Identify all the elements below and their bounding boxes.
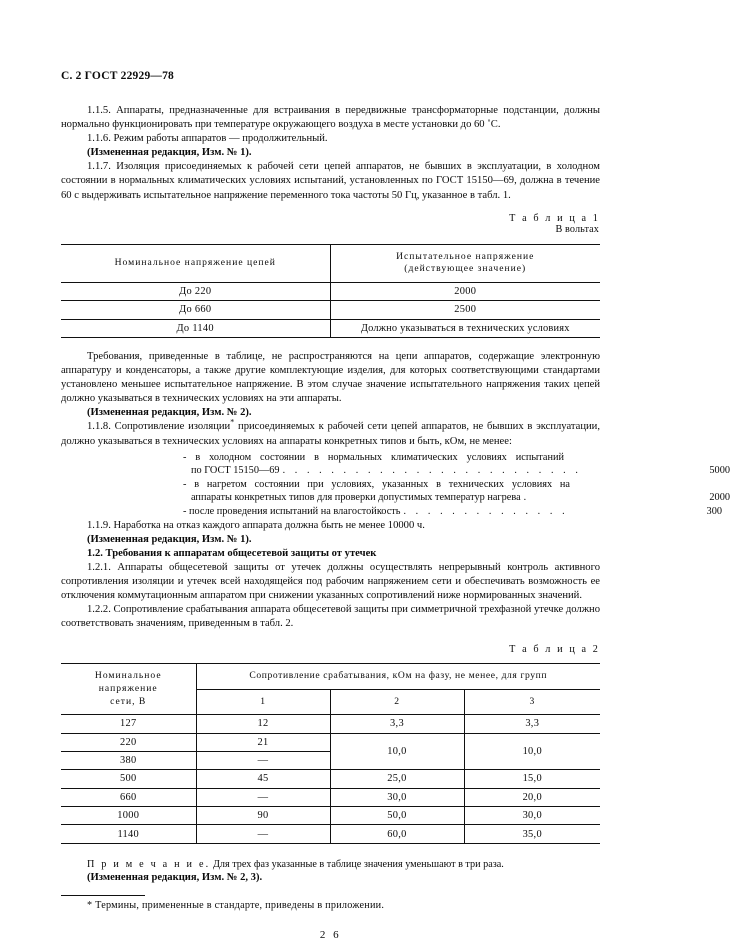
table2-cell-g1: 21 xyxy=(196,733,330,751)
table2-note xyxy=(61,858,600,872)
table2-note-label: П р и м е ч а н и е. xyxy=(87,858,211,870)
table-row xyxy=(61,825,600,843)
list-item-2-text: - после проведения испытаний на влагостойкость xyxy=(183,506,401,517)
table2-cell-g2: 50,0 xyxy=(330,807,464,825)
section-heading-1-2: 1.2. Требования к аппаратам общесетевой защиты от утечек xyxy=(87,547,377,559)
table2-cell-g1: 90 xyxy=(196,807,330,825)
table1-cell-test: 2000 xyxy=(330,282,600,300)
table2-cell-g1: 12 xyxy=(196,715,330,733)
table-trip-resistance xyxy=(61,663,600,843)
dot-leader: . xyxy=(523,492,530,504)
paragraph-1-1-8-text-b: присоединяемых к рабочей сети цепей аппаратов, не бывших в эксплуатации, должно указываться в технических условиях на аппараты конкретных типов и быть, кОм, не менее: xyxy=(61,421,601,447)
table-row xyxy=(61,319,600,337)
table1-cell-voltage: До 660 xyxy=(61,301,330,319)
paragraph-1-2-1: 1.2.1. Аппараты общесетевой защиты от утечек должны осуществлять непрерывный контроль активного сопротивления изоляции и утечек всей находящейся под рабочим напряжением сети и обеспечивать возможность ее отключения коммутационным аппаратом при снижении указанных сопротивлений ниже нормированных значений. xyxy=(61,561,600,602)
paragraph-1-1-8 xyxy=(61,417,601,448)
table2-header-net-voltage-line2: сети, В xyxy=(110,695,147,707)
table2-cell-g3: 3,3 xyxy=(464,715,600,733)
revision-note-2: (Измененная редакция, Изм. № 2). xyxy=(87,407,252,419)
table2-header-group-3: 3 xyxy=(464,689,600,714)
table2-cell-g1: — xyxy=(196,788,330,806)
table2-caption: Т а б л и ц а 2 xyxy=(509,644,600,656)
list-item-0-line1: - в холодном состоянии в нормальных климатических условиях испытаний xyxy=(183,451,564,463)
footnote-rule xyxy=(61,895,145,896)
table2-cell-g3: 20,0 xyxy=(464,788,600,806)
revision-note-4: (Измененная редакция, Изм. № 2, 3). xyxy=(87,872,263,884)
table1-cell-test: 2500 xyxy=(330,301,600,319)
footnote-text: * Термины, примененные в стандарте, приведены в приложении. xyxy=(87,900,385,912)
table-row xyxy=(61,282,600,300)
revision-note-1: (Измененная редакция, Изм. № 1). xyxy=(87,147,252,159)
page-number: 2 6 xyxy=(319,929,342,941)
table2-header-row-top xyxy=(61,664,600,689)
table2-cell-g2: 30,0 xyxy=(330,788,464,806)
list-item-1-value: 2000 xyxy=(709,492,730,504)
table2-cell-net: 500 xyxy=(61,770,196,788)
paragraph-1-1-8-text-a: 1.1.8. Сопротивление изоляции xyxy=(87,421,231,433)
table-row xyxy=(61,715,600,733)
list-item-1-line1: - в нагретом состоянии при условиях, указанных в технических условиях на xyxy=(183,478,570,490)
list-item-1-line2-text: аппараты конкретных типов для проверки допустимых температур нагрева xyxy=(191,492,521,504)
list-item-2-value: 300 xyxy=(706,506,722,517)
table2-note-text: Для трех фаз указанные в таблице значения уменьшают в три раза. xyxy=(210,858,504,870)
table2-cell-g3: 35,0 xyxy=(464,825,600,843)
page-content xyxy=(61,70,730,941)
table1-header-voltage: Номинальное напряжение цепей xyxy=(61,244,330,282)
table1-cell-voltage: До 1140 xyxy=(61,319,330,337)
list-item-2-line xyxy=(61,505,722,519)
list-item-0-line2-text: по ГОСТ 15150—69 xyxy=(191,465,280,477)
table-row xyxy=(61,733,600,751)
table1-header-test-line1: Испытательное напряжение xyxy=(396,250,535,262)
paragraph-after-table1: Требования, приведенные в таблице, не распространяются на цепи аппаратов, содержащие электронную аппаратуру и конденсаторы, а также другие комплектующие изделия, для которых соответствующими стандартами установлено меньшее испытательное напряжение. В этом случае значение испытательного напряжения таких цепей должно указываться в технических условиях на эти аппараты. xyxy=(61,350,600,405)
paragraph-1-1-6: 1.1.6. Режим работы аппаратов — продолжительный. xyxy=(87,133,328,145)
list-item xyxy=(61,451,730,478)
table-test-voltage xyxy=(61,244,600,338)
table2-cell-g1: — xyxy=(196,751,330,769)
table2-cell-g3: 15,0 xyxy=(464,770,600,788)
table2-cell-g2-merged: 10,0 xyxy=(330,733,464,770)
table1-header-test xyxy=(330,244,600,282)
list-item xyxy=(61,505,722,519)
running-head: С. 2 ГОСТ 22929—78 xyxy=(61,70,174,82)
paragraph-1-2-2: 1.2.2. Сопротивление срабатывания аппарата общесетевой защиты при симметричной трехфазной утечке должно соответствовать значениям, приведенным в табл. 2. xyxy=(61,604,600,630)
table1-cell-voltage: До 220 xyxy=(61,282,330,300)
list-item-0-value: 5000 xyxy=(709,465,730,477)
table2-cell-net: 127 xyxy=(61,715,196,733)
table2-header-net-voltage xyxy=(61,664,196,715)
table2-cell-g2: 3,3 xyxy=(330,715,464,733)
footnote-marker: * xyxy=(230,417,235,427)
table1-caption: Т а б л и ц а 1 xyxy=(509,212,600,224)
paragraph-1-1-7: 1.1.7. Изоляция присоединяемых к рабочей сети цепей аппаратов, не бывших в эксплуатации, в холодном состоянии в нормальных климатических условиях испытаний, установленных по ГОСТ 15150—69, должна в течение 60 с выдерживать испытательное напряжение переменного тока частоты 50 Гц, указанное в табл. 1. xyxy=(61,161,600,201)
table2-header-group-1: 1 xyxy=(196,689,330,714)
insulation-resistance-list xyxy=(61,451,730,519)
table2-cell-g3: 30,0 xyxy=(464,807,600,825)
table2-cell-g3-merged: 10,0 xyxy=(464,733,600,770)
paragraph-1-1-9: 1.1.9. Наработка на отказ каждого аппарата должна быть не менее 10000 ч. xyxy=(87,519,425,531)
table1-header-row xyxy=(61,244,600,282)
table2-cell-net: 1140 xyxy=(61,825,196,843)
table2-cell-g2: 60,0 xyxy=(330,825,464,843)
table2-header-group-2: 2 xyxy=(330,689,464,714)
table1-cell-test: Должно указываться в технических условиях xyxy=(330,319,600,337)
list-item-1-line2 xyxy=(61,491,730,505)
table2-cell-net: 220 xyxy=(61,733,196,751)
table1-units: В вольтах xyxy=(555,223,599,235)
dot-leader: . . . . . . . . . . . . . . xyxy=(403,506,569,517)
table2-cell-g1: — xyxy=(196,825,330,843)
table2-cell-g1: 45 xyxy=(196,770,330,788)
table2-cell-net: 380 xyxy=(61,751,196,769)
revision-note-3: (Измененная редакция, Изм. № 1). xyxy=(87,533,252,545)
table1-header-test-line2: (действующее значение) xyxy=(404,263,527,275)
table2-header-span: Сопротивление срабатывания, кОм на фазу, не менее, для групп xyxy=(196,664,600,689)
table-row xyxy=(61,770,600,788)
table-row xyxy=(61,301,600,319)
paragraph-1-1-5: 1.1.5. Аппараты, предназначенные для встраивания в передвижные трансформаторные подстанции, должны нормально функционировать при температуре окружающего воздуха в месте установки до 60 ˚С. xyxy=(61,105,600,131)
table2-cell-net: 1000 xyxy=(61,807,196,825)
dot-leader: . . . . . . . . . . . . . . . . . . . . . . . . . xyxy=(282,465,582,477)
table-row xyxy=(61,807,600,825)
table-row xyxy=(61,788,600,806)
table2-cell-net: 660 xyxy=(61,788,196,806)
table2-header-net-voltage-line1: Номинальное напряжение xyxy=(94,670,162,694)
list-item xyxy=(61,478,730,505)
list-item-0-line2 xyxy=(61,464,730,478)
table2-cell-g2: 25,0 xyxy=(330,770,464,788)
